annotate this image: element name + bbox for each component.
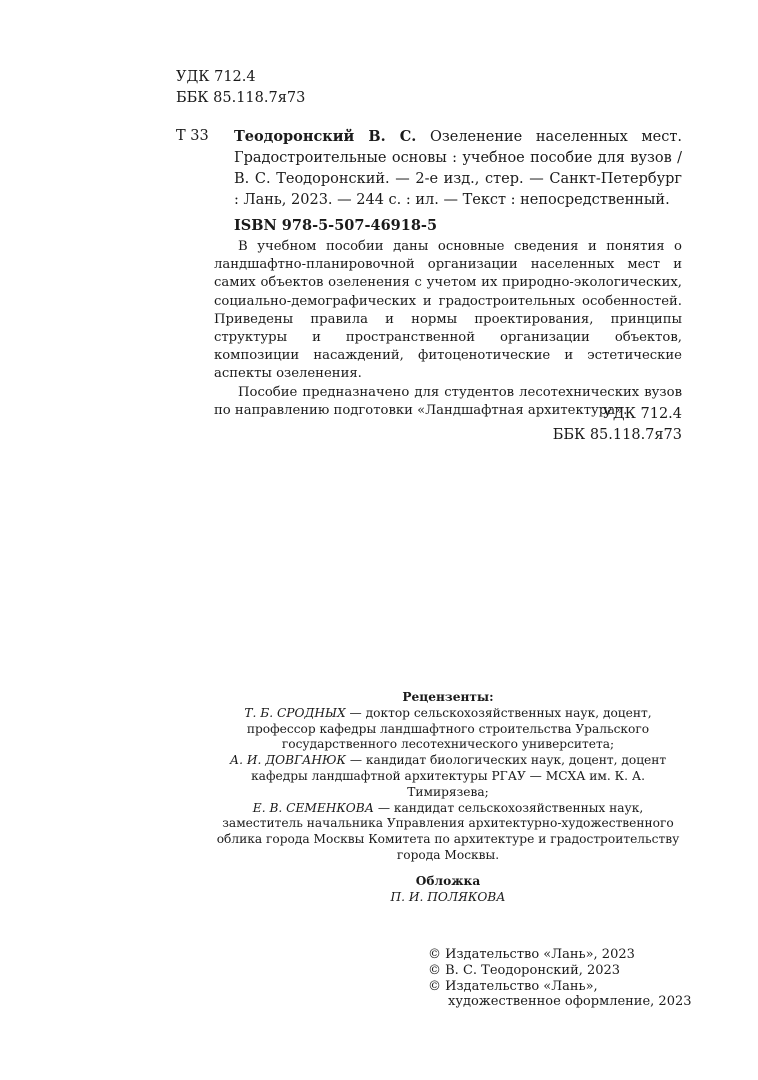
bbk-code: ББК 85.118.7я73 [176,90,306,106]
udk-code: УДК 712.4 [602,406,682,422]
isbn: ISBN 978-5-507-46918-5 [234,217,438,234]
reviewer-credentials: — доктор сельскохозяйственных наук, доцент, профессор кафедры ландшафтного строительства Уральского государственного лесотехнического университета; [246,705,652,752]
reviewers-heading: Рецензенты: [402,690,494,704]
reviewer-entry [214,753,682,800]
abstract-paragraph: Пособие предназначено для студентов лесотехнических вузов по направлению подготовки «Ландшафтная архитектура». [214,384,682,418]
copyright-line: © Издательство «Лань», 2023 [428,947,635,962]
cover-heading: Обложка [415,874,481,888]
author-name: Теодоронский В. С. [234,128,417,145]
reviewer-name: А. И. ДОВГАНЮК [229,753,346,768]
bbk-code: ББК 85.118.7я73 [552,427,682,443]
udk-code: УДК 712.4 [176,69,256,85]
copyright-notice [428,947,692,1010]
reviewer-name: Е. В. СЕМЕНКОВА [252,800,374,815]
reviewer-entry [214,706,682,753]
bibliographic-description [234,126,682,211]
title-and-imprint: Озеленение населенных мест. Градостроительные основы : учебное пособие для вузов / В. С. Теодоронский. — 2-е изд., стер. — Санкт-Петербург : Лань, 2023. — 244 с. : ил. — Текст : непосредственный. [234,129,682,208]
copyright-line: © Издательство «Лань», [428,978,598,994]
reviewer-name: Т. Б. СРОДНЫХ [244,705,346,720]
classification-codes-bottom [553,404,682,446]
reviewers-section [214,690,682,864]
reviewer-credentials: — кандидат сельскохозяйственных наук, заместитель начальника Управления архитектурно-художественного облика города Москвы Комитета по архитектуре и градостроительству города Москвы. [216,800,680,862]
classification-codes-top [176,67,305,109]
abstract-paragraph: В учебном пособии даны основные сведения и понятия о ландшафтно-планировочной организации населенных мест и самих объектов озеленения с учетом их природно-экологических, социально-демографических и градостроительных особенностей. Приведены правила и нормы проектирования, принципы структуры и пространственной организации объектов, композиции насаждений, фитоценотические и эстетические аспекты озеленения. [214,239,682,382]
reviewer-credentials: — кандидат биологических наук, доцент, доцент кафедры ландшафтной архитектуры РГАУ — МСХА им. К. А. Тимирязева; [251,753,667,799]
reviewer-entry [214,801,682,864]
author-mark: Т 33 [176,128,209,144]
bibliographic-record [176,126,682,211]
cover-credit [214,873,682,905]
copyright-line: © В. С. Теодоронский, 2023 [428,962,621,978]
cover-designer-name: П. И. ПОЛЯКОВА [390,890,506,904]
copyright-line: художественное оформление, 2023 [448,994,692,1010]
abstract [214,238,682,420]
